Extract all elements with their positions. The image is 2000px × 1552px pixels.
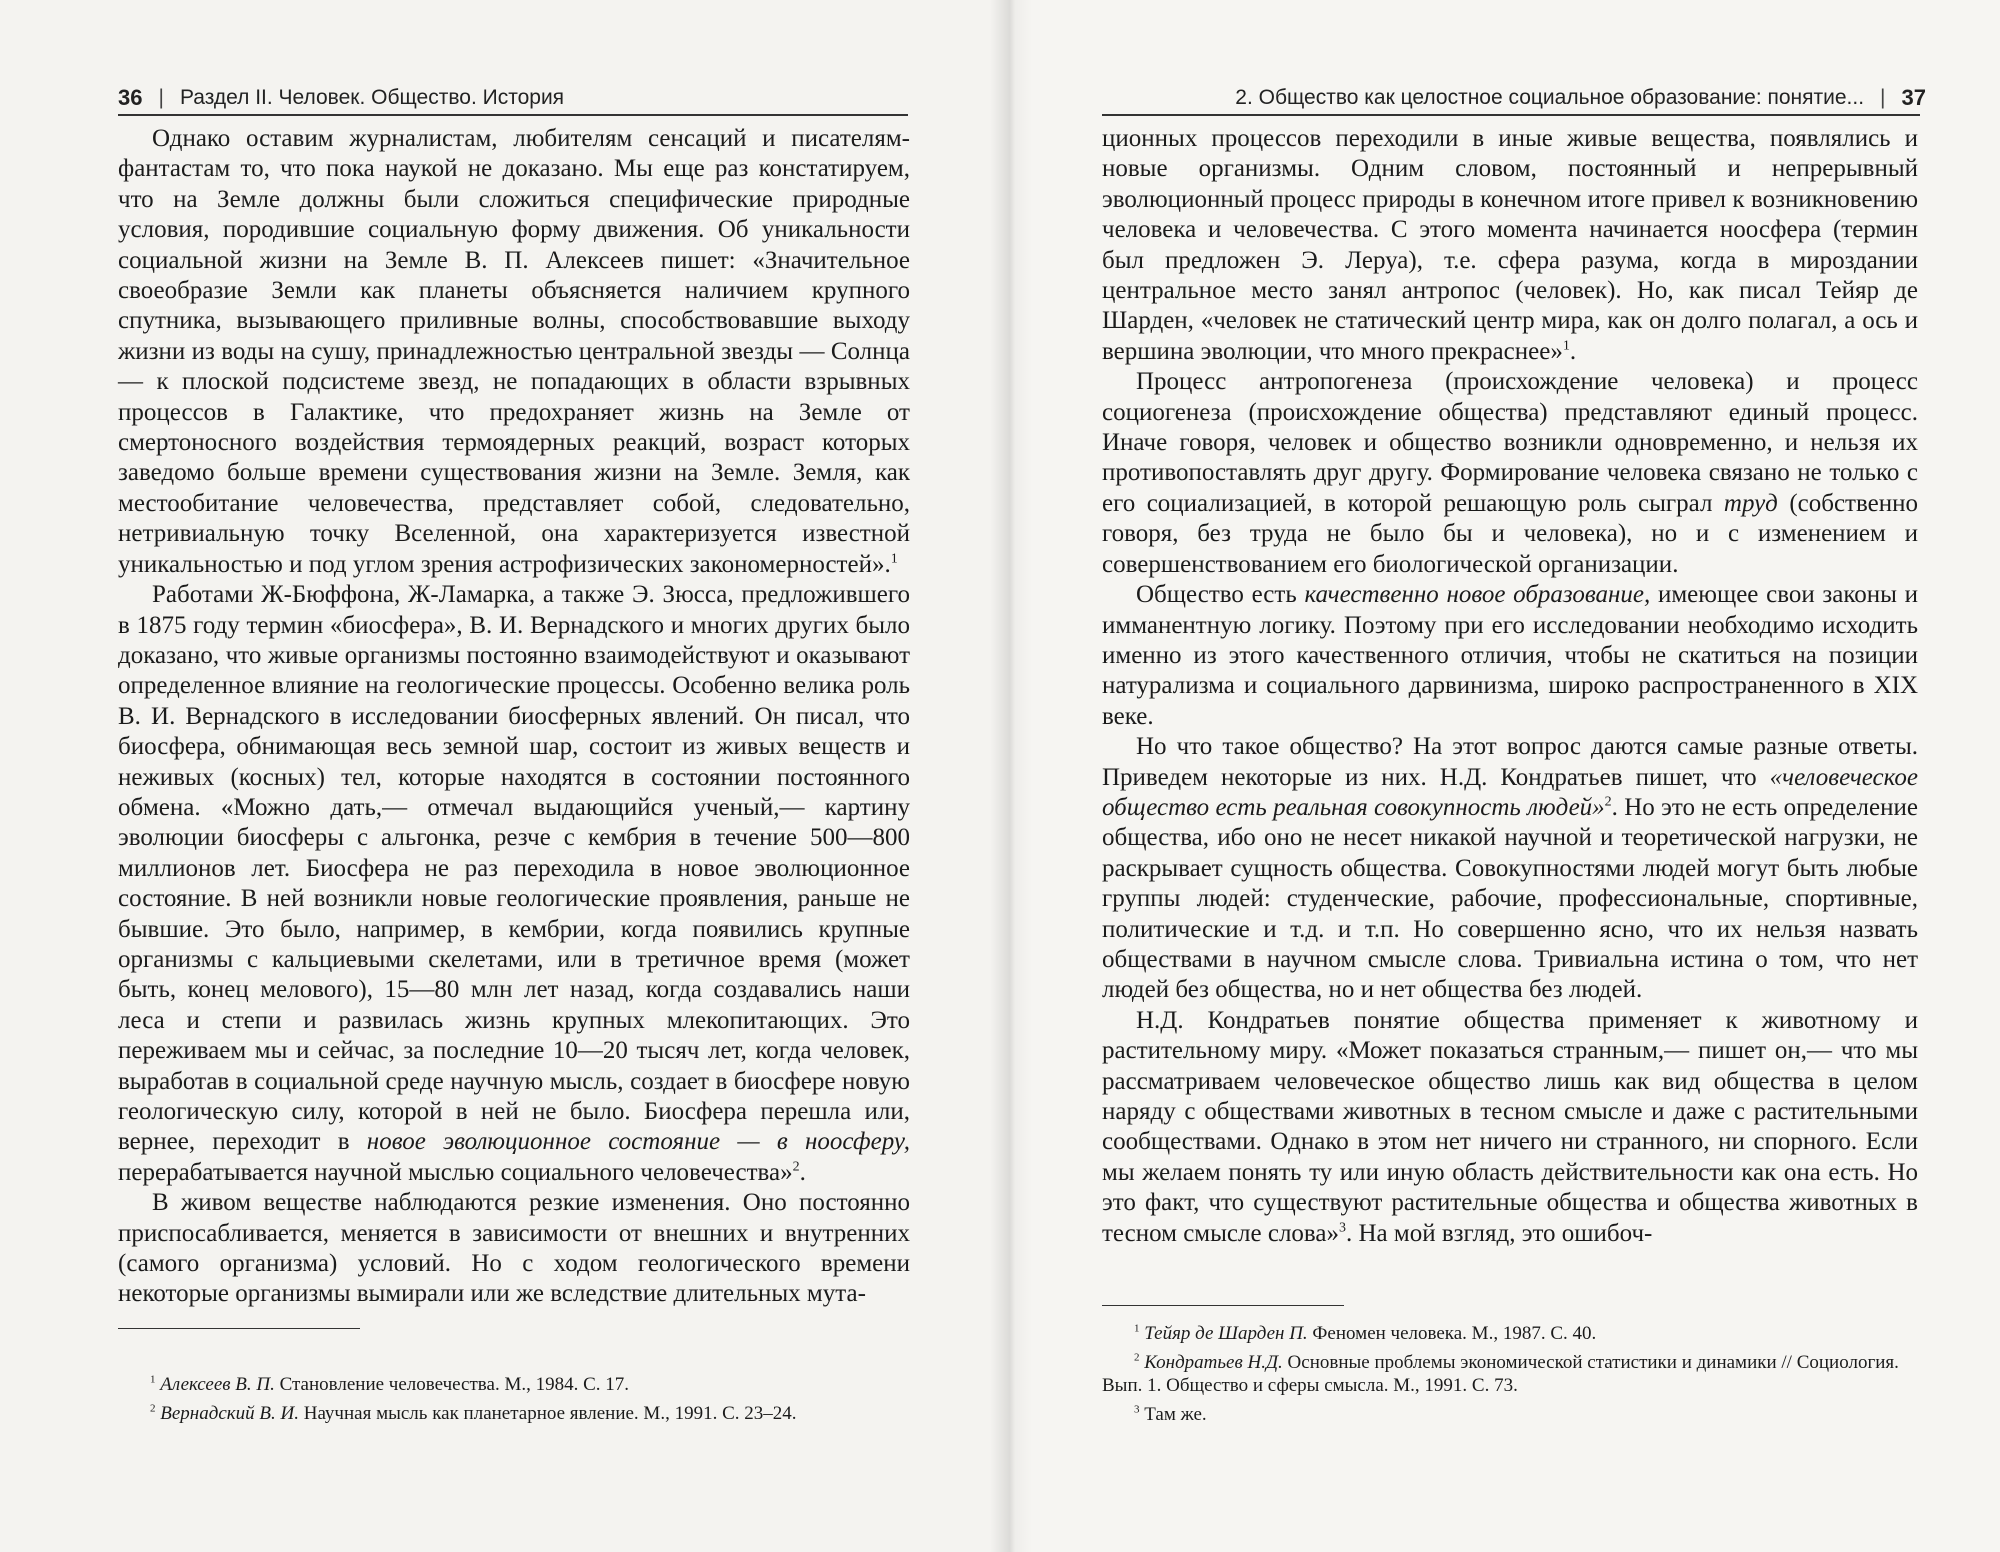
paragraph: Работами Ж-Бюффона, Ж-Ламарка, а также Э. Зюсса, предложившего в 1875 году термин «биосфера», В. И. Вернадского и многих других было доказано, что живые организмы постоянно взаимодействуют и оказывают определенное влияние на геологические процессы. Особенно велика роль В. И. Вернадского в исследовании биосферных явлений. Он писал, что биосфера, обнимающая весь земной шар, состоит из живых веществ и неживых (косных) тел, которые находятся в состоянии постоянного обмена. «Можно дать,— отмечал выдающийся ученый,— картину эволюции биосферы с альгонка, резче с кембрия в течение 500—800 миллионов лет. Биосфера не раз переходила в новое эволюционное состояние. В ней возникли новые геологические проявления, раньше не бывшие. Это было, например, в кембрии, когда появились крупные организмы с кальциевыми скелетами, или в третичное время (может быть, конец мелового), 15—80 млн лет назад, когда создавались наши леса и степи и развилась жизнь крупных млекопитающих. Это переживаем мы и сейчас, за последние 10—20 тысяч лет, когда человек, выработав в социальной среде научную мысль, создает в биосфере новую геологическую силу, которой в ней не было. Биосфера перешла или, вернее, переходит в новое эволюционное состояние — в ноосферу, перерабатывается научной мыслью социального человечества»$^2$. bbox=[118, 581, 910, 1186]
header-rule bbox=[1102, 114, 1920, 116]
right-footnotes bbox=[1102, 1322, 1918, 1432]
footnote-ref: 2 bbox=[792, 1159, 800, 1175]
left-footnotes bbox=[118, 1373, 910, 1431]
header-separator: | bbox=[158, 86, 164, 109]
footnote-ref: 1 bbox=[1562, 338, 1570, 354]
paragraph: Однако оставим журналистам, любителям сенсаций и писателям-фантастам то, что пока наукой не доказано. Мы еще раз констатируем, что на Земле должны были сложиться специфические природные условия, породившие социальную форму движения. Об уникальности социальной жизни на Земле В. П. Алексеев пишет: «Значительное своеобразие Земли как планеты объясняется наличием крупного спутника, вызывающего приливные волны, способствовавшие выходу жизни из воды на сушу, принадлежностью центральной звезды — Солнца — к плоской подсистеме звезд, не попадающих в области взрывных процессов в Галактике, что предохраняет жизнь на Земле от смертоносного воздействия термоядерных реакций, возраст которых заведомо больше времени существования жизни на Земле. Земля, как местообитание человечества, представляет собой, следовательно, нетривиальную точку Вселенной, она характеризуется известной уникальностью и под углом зрения астрофизических закономерностей».$^1$ bbox=[118, 125, 910, 578]
paragraph: В живом веществе наблюдаются резкие изменения. Оно постоянно приспосабливается, меняется в зависимости от внешних и внутренних (самого организма) условий. Но с ходом геологического времени некоторые организмы вымирали или же вследствие длительных мута- bbox=[118, 1189, 910, 1308]
footnote-ref: 2 bbox=[1604, 794, 1612, 810]
header-separator: | bbox=[1880, 86, 1886, 109]
paragraph: Но что такое общество? На этот вопрос даются самые разные ответы. Приведем некоторые из них. Н.Д. Кондратьев пишет, что «человеческое общество есть реальная совокупность людей»$^2$. Но это не есть определение общества, ибо оно не несет никакой научной и теоретической нагрузки, не раскрывает сущность общества. Совокупностями людей могут быть любые группы людей: студенческие, рабочие, профессиональные, спортивные, политические и т.д. и т.п. Но совершенно ясно, что их нельзя назвать обществами в научном смысле слова. Тривиальна истина о том, что нет людей без общества, но и нет общества без людей. bbox=[1102, 733, 1918, 1004]
footnote: $^1$ Алексеев В. П. Становление человечества. М., 1984. С. 17. bbox=[150, 1373, 630, 1395]
paragraph: Общество есть качественно новое образование, имеющее свои законы и имманентную логику. Поэтому при его исследовании необходимо исходить именно из этого качественного отличия, чтобы не скатиться на позиции натурализма и социального дарвинизма, широко распространенного в XIX веке. bbox=[1102, 581, 1918, 730]
left-body-text bbox=[118, 124, 910, 1310]
left-running-head bbox=[118, 80, 564, 116]
footnote-ref: 1 bbox=[890, 551, 898, 567]
header-rule bbox=[118, 114, 908, 116]
page-number: 37 bbox=[1901, 85, 1926, 110]
section-title: 2. Общество как целостное социальное образование: понятие... bbox=[1235, 86, 1865, 109]
footnote: $^3$ Там же. bbox=[1134, 1403, 1207, 1425]
footnote: $^2$ Вернадский В. И. Научная мысль как планетарное явление. М., 1991. С. 23–24. bbox=[150, 1402, 797, 1424]
footnote: $^2$ Кондратьев Н.Д. Основные проблемы экономической статистики и динамики // Социология. Вып. 1. Общество и сферы смысла. М., 1991. С. 73. bbox=[1102, 1351, 1899, 1396]
section-title: Раздел II. Человек. Общество. История bbox=[179, 86, 565, 109]
page-number: 36 bbox=[118, 85, 143, 110]
right-body-text bbox=[1102, 124, 1918, 1249]
footnote-rule bbox=[118, 1328, 360, 1329]
footnote-ref: 3 bbox=[1339, 1220, 1346, 1236]
paragraph: ционных процессов переходили в иные живые вещества, появлялись и новые организмы. Одним словом, постоянный и непрерывный эволюционный процесс природы в конечном итоге привел к возникновению человека и человечества. С этого момента начинается ноосфера (термин был предложен Э. Леруа), т.е. сфера разума, когда в мироздании центральное место занял антропос (человек). Но, как писал Тейяр де Шарден, «человек не статический центр мира, как он долго полагал, а ось и вершина эволюции, что много прекраснее»$^1$. bbox=[1102, 125, 1918, 365]
right-running-head bbox=[1235, 80, 1926, 116]
paragraph: Н.Д. Кондратьев понятие общества применяет к животному и растительному миру. «Может показаться странным,— пишет он,— что мы рассматриваем человеческое общество лишь как вид общества в целом наряду с обществами животных в тесном смысле и даже с растительными сообществами. Однако в этом нет ничего ни странного, ни спорного. Если мы желаем понять ту или иную область действительности как она есть. Но это факт, что существуют растительные общества и общества животных в тесном смысле слова»$^3$. На мой взгляд, это ошибоч- bbox=[1102, 1006, 1918, 1247]
right-page bbox=[1010, 0, 2000, 1552]
paragraph: Процесс антропогенеза (происхождение человека) и процесс социогенеза (происхождение общества) представляют единый процесс. Иначе говоря, человек и общество возникли одновременно, и нельзя их противопоставлять друг другу. Формирование человека связано не только с его социализацией, в которой решающую роль сыграл труд (собственно говоря, без труда не было бы и человека), но и с изменением и совершенствованием его биологической организации. bbox=[1102, 368, 1918, 578]
footnote-rule bbox=[1102, 1305, 1344, 1306]
footnote: $^1$ Тейяр де Шарден П. Феномен человека. М., 1987. С. 40. bbox=[1134, 1322, 1597, 1344]
